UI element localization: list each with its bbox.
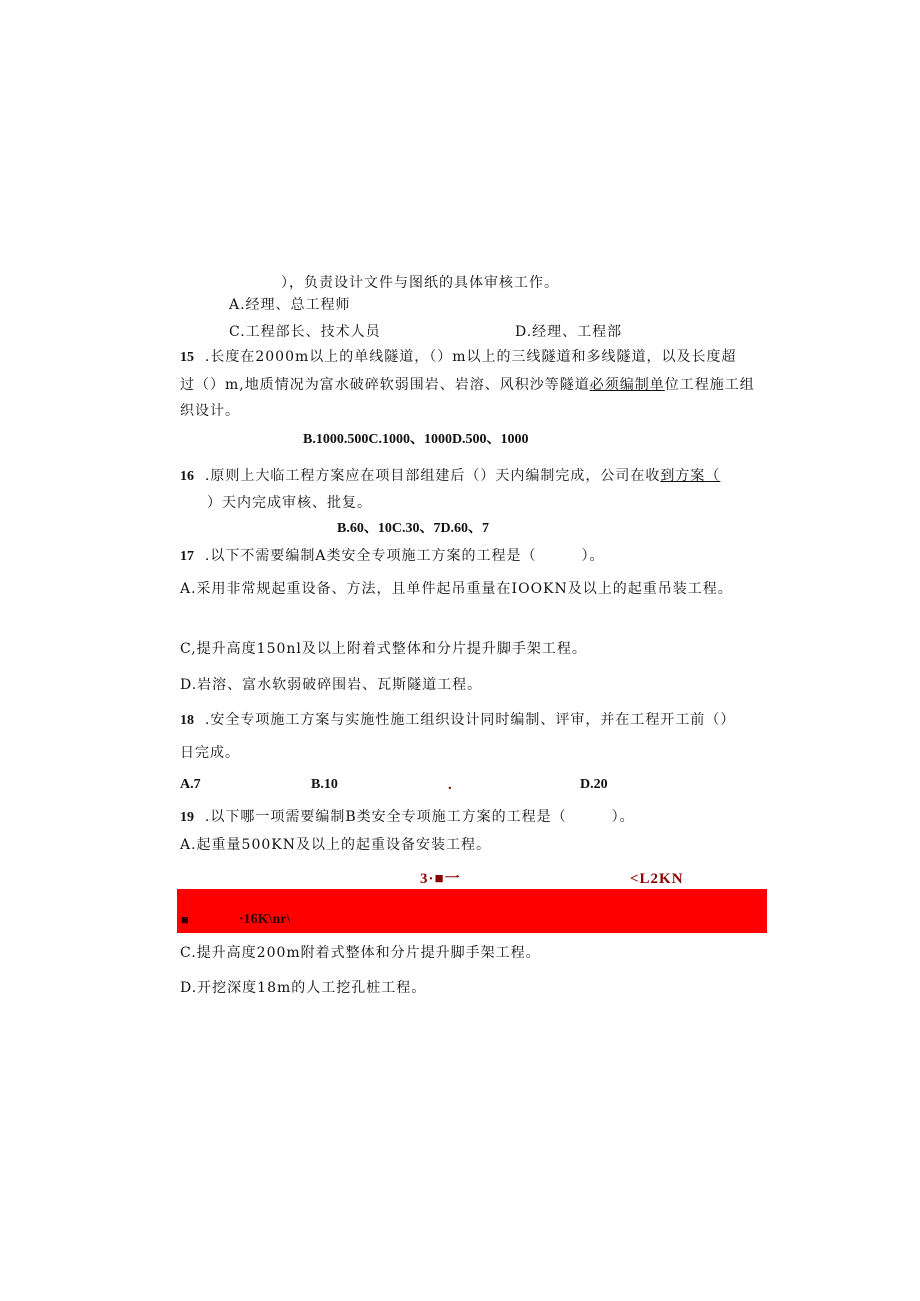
q15-options: B.1000.500C.1000、1000D.500、1000 (303, 432, 529, 447)
q15-line1 (180, 348, 737, 367)
q17-number: 17 (180, 549, 194, 564)
band-garbled-text: ·16K\nr\ (239, 912, 291, 927)
q19-option-d: D.开挖深度18m的人工挖孔桩工程。 (180, 980, 427, 996)
q18-option-b: B.10 (311, 777, 338, 792)
q17-option-a: A.采用非常规起重设备、方法，且单件起吊重量在IOOKN及以上的起重吊装工程。 (180, 581, 733, 597)
band-square-mark: ■ (181, 912, 189, 927)
q16-line1 (180, 467, 720, 486)
q16-line2: ）天内完成审核、批复。 (207, 495, 372, 511)
q18-number: 18 (180, 713, 194, 728)
q16-options: B.60、10C.30、7D.60、7 (337, 521, 490, 536)
q16-text: .原则上大临工程方案应在项目部组建后（）天内编制完成，公司在收 (204, 468, 661, 484)
q15-line2-text: 过（）m,地质情况为富水破碎软弱围岩、岩溶、风积沙等隧道 (180, 377, 590, 393)
q17-option-c: C,提升高度150nl及以上附着式整体和分片提升脚手架工程。 (180, 641, 587, 657)
red-highlight-band (177, 889, 767, 933)
q16-number: 16 (180, 469, 194, 484)
q19-line1 (180, 808, 635, 827)
q18-stray-dot: . (448, 777, 453, 793)
q17-line1 (180, 547, 604, 566)
q14-option-a: A.经理、总工程师 (229, 297, 351, 313)
q14-option-d: D.经理、工程部 (515, 324, 623, 340)
q17-option-d: D.岩溶、富水软弱破碎围岩、瓦斯隧道工程。 (180, 677, 483, 693)
q15-line2 (180, 376, 755, 394)
q19-option-c: C.提升高度200m附着式整体和分片提升脚手架工程。 (180, 945, 541, 961)
q19-garbled-text-2: <L2KN (630, 871, 684, 887)
q15-number: 15 (180, 350, 194, 365)
q18-option-d: D.20 (580, 777, 608, 792)
q15-text: .长度在2000m以上的单线隧道，（）m以上的三线隧道和多线隧道，以及长度超 (204, 349, 737, 365)
q19-option-a: A.起重量500KN及以上的起重设备安装工程。 (180, 837, 491, 853)
q15-line3: 织设计。 (180, 403, 240, 419)
q15-line2-end: 位工程施工组 (664, 377, 755, 393)
q14-stem: ），负责设计文件与图纸的具体审核工作。 (281, 275, 559, 291)
q18-text: .安全专项施工方案与实施性施工组织设计同时编制、评审，并在工程开工前（） (204, 712, 736, 728)
q18-option-a: A.7 (180, 777, 201, 792)
q17-text: .以下不需要编制A类安全专项施工方案的工程是（ ）。 (204, 548, 605, 564)
q16-underlined: 到方案（ (660, 468, 721, 484)
q19-garbled-text-1: 3·■一 (420, 871, 461, 887)
q15-underlined: 必须编制单 (589, 377, 665, 393)
q14-option-c: C.工程部长、技术人员 (229, 324, 381, 340)
q19-number: 19 (180, 810, 194, 825)
q18-line2: 日完成。 (180, 745, 240, 761)
q19-text: .以下哪一项需要编制B类安全专项施工方案的工程是（ ）。 (204, 809, 635, 825)
q18-line1 (180, 711, 735, 730)
